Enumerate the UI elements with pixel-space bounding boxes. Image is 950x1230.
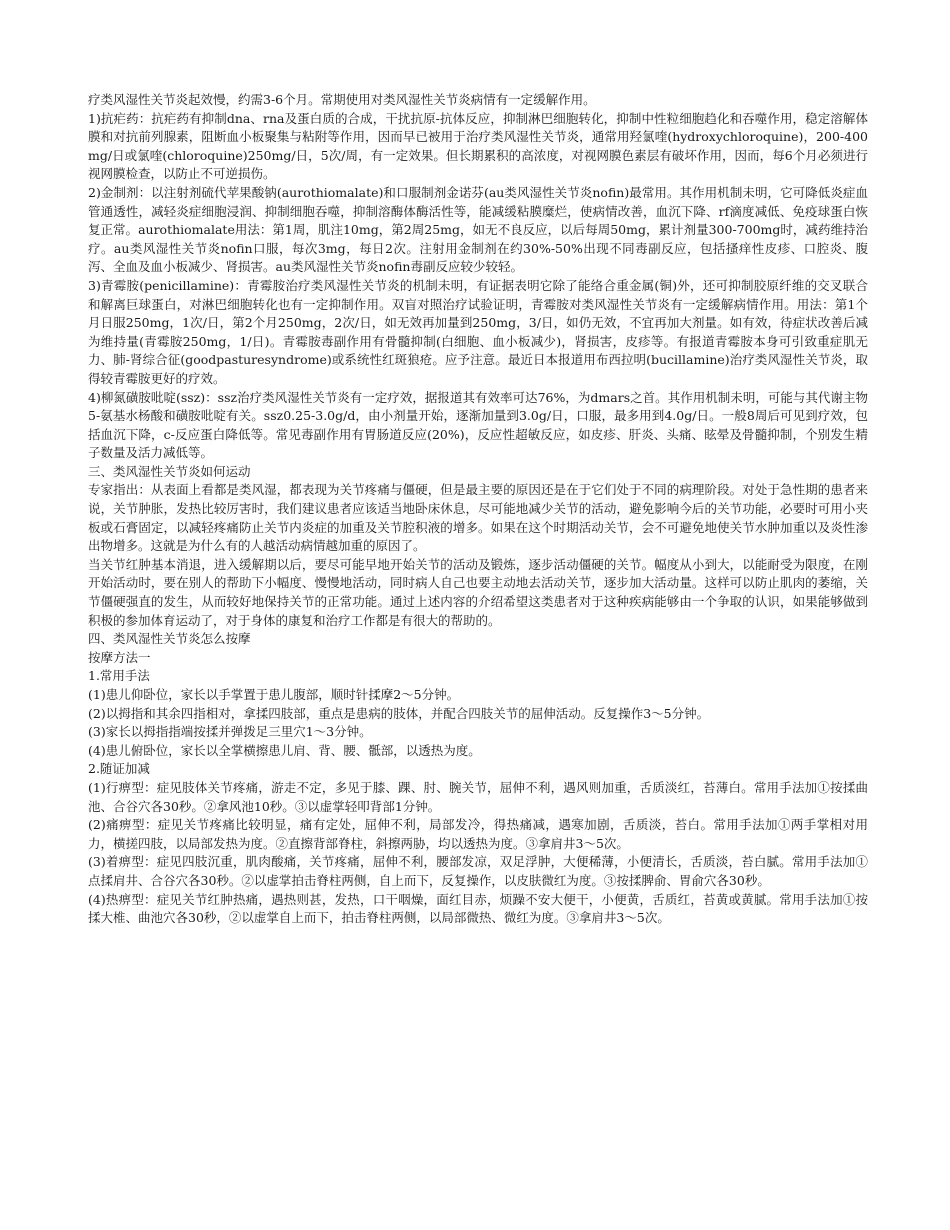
list-item: (3)家长以拇指指端按揉并弹拨足三里穴1～3分钟。 (88, 724, 372, 740)
massage-method-title: 按摩方法一 (88, 649, 151, 665)
document-body (88, 91, 868, 928)
list-item: (1)行痹型：症见肢体关节疼痛，游走不定，多见于膝、踝、肘、腕关节，屈伸不利，遇风则加重，舌质淡红，苔薄白。常用手法加①按揉曲池、合谷穴各30秒。②拿风池10秒。③以虚掌轻叩背部1分钟。 (88, 779, 868, 814)
paragraph-gold: 2)金制剂：以注射剂硫代苹果酸钠(aurothiomalate)和口服制剂金诺芬(au类风湿性关节炎nofin)最常用。其作用机制未明，它可降低炎症血管通透性，减轻炎症细胞浸润、抑制细胞吞噬，抑制溶酶体酶活性等，能减缓粘膜糜烂，使病情改善，血沉下降、rf滴度减低、免疫球蛋白恢复正常。aurothiomalate用法：第1周，肌注10mg，第2周25mg，如无不良反应，以后每周50mg，累计剂量300-700mg时，减药维持治疗。au类风湿性关节炎nofin口服，每次3mg，每日2次。注射用金制剂在约30%-50%出现不同毒副反应，包括搔痒性皮疹、口腔炎、腹泻、全血及血小板减少、肾损害。au类风湿性关节炎nofin毒副反应较少较轻。 (88, 184, 868, 275)
list-item: (4)患儿俯卧位，家长以全掌横擦患儿肩、背、腰、骶部，以透热为度。 (88, 742, 481, 758)
list-item: (3)着痹型：症见四肢沉重，肌肉酸痛，关节疼痛，屈伸不利，腰部发凉，双足浮肿，大便稀薄，小便清长，舌质淡，苔白腻。常用手法加①点揉肩井、合谷穴各30秒。②以虚掌拍击脊柱两侧，自上而下，反复操作，以皮肤微红为度。③按揉脾俞、胃俞穴各30秒。 (88, 854, 868, 888)
paragraph-intro: 疗类风湿性关节炎起效慢，约需3-6个月。常期使用对类风湿性关节炎病情有一定缓解作用。 (88, 92, 596, 107)
list-item: (2)痛痹型：症见关节疼痛比较明显，痛有定处，屈伸不利，局部发冷，得热痛减，遇寒加剧，舌质淡，苔白。常用手法加①两手掌相对用力，横搓四肢，以局部发热为度。②直擦背部脊柱，斜擦两胁，均以透热为度。③拿肩井3～5次。 (88, 817, 868, 851)
section-heading-exercise: 三、类风湿性关节炎如何运动 (88, 463, 251, 479)
subheading-common-techniques: 1.常用手法 (88, 668, 150, 684)
list-item: (1)患儿仰卧位，家长以手掌置于患儿腹部，顺时针揉摩2～5分钟。 (88, 687, 460, 702)
list-item: (4)热痹型：症见关节红肿热痛，遇热则甚，发热，口干咽燥，面红目赤，烦躁不安大便干，小便黄，舌质红，苔黄或黄腻。常用手法加①按揉大椎、曲池穴各30秒，②以虚掌自上而下，拍击脊柱两侧，以局部微热、微红为度。③拿肩井3～5次。 (88, 891, 868, 926)
paragraph-penicillamine: 3)青霉胺(penicillamine)：青霉胺治疗类风湿性关节炎的机制未明，有证据表明它除了能络合重金属(铜)外，还可抑制胶原纤维的交叉联合和解离巨球蛋白，对淋巴细胞转化也有一定抑制作用。双盲对照治疗试验证明，青霉胺对类风湿性关节炎有一定缓解病情作用。用法：第1个月日服250mg，1次/日，第2个月250mg，2次/日，如无效再加量到250mg，3/日，如仍无效，不宜再加大剂量。如有效，待症状改善后减为维持量(青霉胺250mg，1/日)。青霉胺毒副作用有骨髓抑制(白细胞、血小板减少)，肾损害，皮疹等。有报道青霉胺本身可引致重症肌无力、肺-肾综合征(goodpasturesyndrome)或系统性红斑狼疮。应予注意。最近日本报道用布西拉明(bucillamine)治疗类风湿性关节炎，取得较青霉胺更好的疗效。 (88, 277, 868, 386)
list-item: (2)以拇指和其余四指相对，拿揉四肢部，重点是患病的肢体，并配合四肢关节的屈伸活动。反复操作3～5分钟。 (88, 705, 710, 721)
paragraph-exercise-remission: 当关节红肿基本消退，进入缓解期以后，要尽可能早地开始关节的活动及锻炼，逐步活动僵硬的关节。幅度从小到大，以能耐受为限度，在刚开始活动时，要在别人的帮助下小幅度、慢慢地活动，同时病人自己也要主动地去活动关节，逐步加大活动量。这样可以防止肌肉的萎缩，关节僵硬强直的发生，从而较好地保持关节的正常功能。通过上述内容的介绍希望这类患者对于这种疾病能够由一个争取的认识，如果能够做到积极的参加体育运动了，对于身体的康复和治疗工作都是有很大的帮助的。 (88, 556, 868, 628)
paragraph-ssz: 4)柳氮磺胺吡啶(ssz)：ssz治疗类风湿性关节炎有一定疗效，据报道其有效率可达76%，为dmars之首。其作用机制未明，可能与其代谢主物5-氨基水杨酸和磺胺吡啶有关。ssz0.25-3.0g/d，由小剂量开始，逐渐加量到3.0g/日，口服，最多用到4.0g/日。一般8周后可见到疗效，包括血沉下降，c-反应蛋白降低等。常见毒副作用有胃肠道反应(20%)，反应性超敏反应，如皮疹、肝炎、头痛、眩晕及骨髓抑制，个别发生精子数量及活力减低等。 (88, 389, 868, 461)
section-heading-massage: 四、类风湿性关节炎怎么按摩 (88, 631, 251, 647)
paragraph-antimalarial: 1)抗疟药：抗疟药有抑制dna、rna及蛋白质的合成，干扰抗原-抗体反应，抑制淋巴细胞转化，抑制中性粒细胞趋化和吞噬作用，稳定溶解体膜和对抗前列腺素，阻断血小板聚集与粘附等作用，因而早已被用于治疗类风湿性关节炎，通常用羟氯喹(hydroxychloroquine)，200-400mg/日或氯喹(chloroquine)250mg/日，5次/周，有一定效果。但长期累积的高浓度，对视网膜色素层有破坏作用，因而，每6个月必须进行视网膜检查，以防止不可逆损伤。 (88, 110, 868, 182)
subheading-syndrome-adjustments: 2.随证加减 (88, 761, 150, 777)
paragraph-exercise-acute: 专家指出：从表面上看都是类风湿，都表现为关节疼痛与僵硬，但是最主要的原因还是在于它们处于不同的病理阶段。对处于急性期的患者来说，关节肿胀，发热比较厉害时，我们建议患者应该适当地卧床休息，尽可能地减少关节的活动，避免影响今后的关节功能，必要时可用小夹板或石膏固定，以减轻疼痛防止关节内炎症的加重及关节腔积液的增多。如果在这个时期活动关节，会不可避免地使关节水肿加重以及炎性渗出物增多。这就是为什么有的人越活动病情越加重的原因了。 (88, 482, 868, 554)
